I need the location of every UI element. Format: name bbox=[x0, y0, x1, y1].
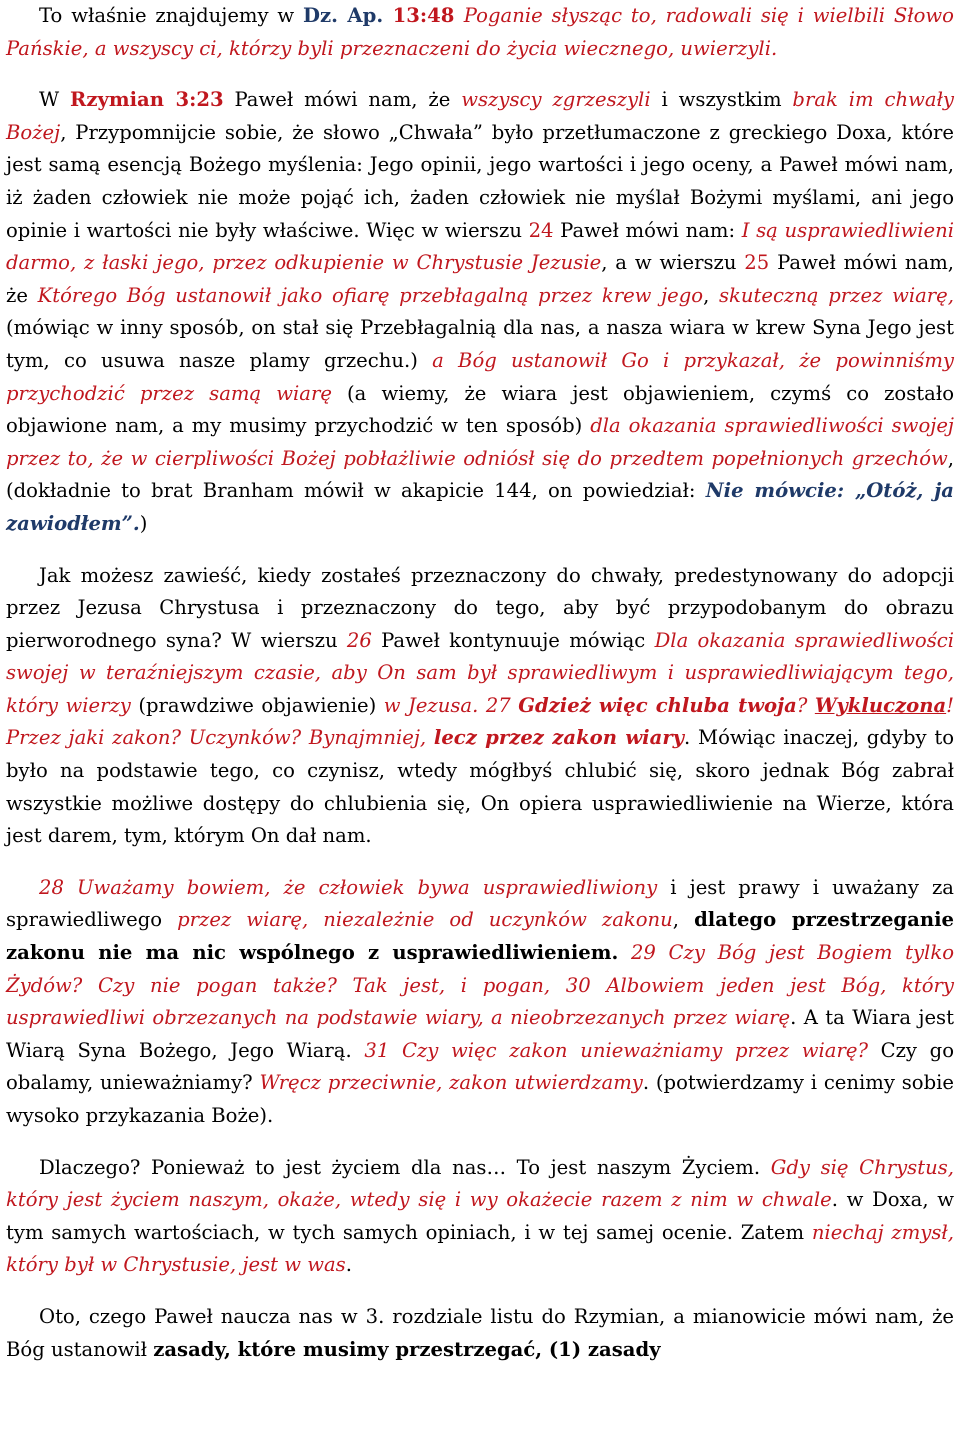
scripture-reference: Rzymian 3:23 bbox=[70, 88, 224, 112]
scripture-quote-underlined: Wykluczona bbox=[814, 693, 947, 717]
scripture-quote: brak im chwały Bożej bbox=[6, 88, 954, 144]
scripture-quote: 28 Uważamy bowiem, że człowiek bywa usprawiedliwiony bbox=[39, 875, 658, 899]
scripture-quote-bold: Gdzież więc chluba twoja bbox=[518, 693, 797, 717]
scripture-quote-bold: lecz przez zakon wiary bbox=[433, 726, 685, 750]
scripture-quote: Którego Bóg ustanowił jako ofiarę przebłagalną przez krew jego bbox=[37, 283, 704, 307]
paragraph-4: 28 Uważamy bowiem, że człowiek bywa usprawiedliwiony i jest prawy i uważany za sprawiedliwego przez wiarę, niezależnie od uczynków zakonu, dlatego przestrzeganie zakonu nie ma nic wspólnego z usprawiedliwieniem. 29 Czy Bóg jest Bogiem tylko Żydów? Czy nie pogan także? Tak jest, i pogan, 30 Albowiem jeden jest Bóg, który usprawiedliwi obrzezanych na podstawie wiary, a nieobrzezanych przez wiarę. A ta Wiara jest Wiarą Syna Bożego, Jego Wiarą. 31 Czy więc zakon unieważniamy przez wiarę? Czy go obalamy, unieważniamy? Wręcz przeciwnie, zakon utwierdzamy. (potwierdzamy i cenimy sobie wysoko przykazania Boże). bbox=[6, 875, 954, 1127]
scripture-quote: wszyscy zgrzeszyli bbox=[461, 88, 651, 112]
paragraph-2: W Rzymian 3:23 Paweł mówi nam, że wszyscy zgrzeszyli i wszystkim brak im chwały Bożej, Przypomnijcie sobie, że słowo „Chwała” było przetłumaczone z greckiego Doxa, które jest samą esencją Bożego myślenia: Jego opinii, jego wartości i jego oceny, a Paweł mówi nam, iż żaden człowiek nie może pojąć ich, żaden człowiek nie myślał Bożymi myślami, ani jego opinie i wartości nie były właściwe. Więc w wierszu 24 Paweł mówi nam: I są usprawiedliwieni darmo, z łaski jego, przez odkupienie w Chrystusie Jezusie, a w wierszu 25 Paweł mówi nam, że Którego Bóg ustanowił jako ofiarę przebłagalną przez krew jego, skuteczną przez wiarę, (mówiąc w inny sposób, on stał się Przebłagalnią dla nas, a nasza wiara w krew Syna Jego jest tym, co usuwa nasze plamy grzechu.) a Bóg ustanowił Go i przykazał, że powinniśmy przychodzić przez samą wiarę (a wiemy, że wiara jest objawieniem, czymś co zostało objawione nam, a my musimy przychodzić w ten sposób) dla okazania sprawiedliwości swojej przez to, że w cierpliwości Bożej pobłażliwie odniósł się do przedtem popełnionych grzechów, (dokładnie to brat Branham mówił w akapicie 144, on powiedział: Nie mówcie: „Otóż, ja zawiodłem”.) bbox=[6, 88, 955, 535]
verse-number: 26 bbox=[346, 628, 372, 652]
scripture-quote: Gdy się Chrystus, który jest życiem naszym, okaże, wtedy się i wy okażecie razem z nim w chwale bbox=[6, 1155, 954, 1212]
verse-number: 24 bbox=[528, 218, 554, 242]
branham-quote: Nie mówcie: „Otóż, ja zawiodłem”. bbox=[6, 479, 955, 535]
scripture-quote: Poganie słysząc to, radowali się i wielbili Słowo Pańskie, a wszyscy ci, którzy byli przeznaczeni do życia wiecznego, uwierzyli. bbox=[6, 4, 954, 60]
scripture-quote: a Bóg ustanowił Go i przykazał, że powinniśmy przychodzić przez samą wiarę bbox=[6, 348, 954, 405]
scripture-quote: 29 Czy Bóg jest Bogiem tylko Żydów? Czy nie pogan także? Tak jest, i pogan, 30 Albowiem jeden jest Bóg, który usprawiedliwi obrzezanych na podstawie wiary, a nieobrzezanych przez wiarę bbox=[6, 941, 954, 1030]
paragraph-1: To właśnie znajdujemy w Dz. Ap. 13:48 Poganie słysząc to, radowali się i wielbili Słowo Pańskie, a wszyscy ci, którzy byli przeznaczeni do życia wiecznego, uwierzyli. bbox=[6, 4, 954, 60]
scripture-quote: niechaj zmysł, który był w Chrystusie, jest w was bbox=[6, 1220, 955, 1277]
scripture-quote: Wręcz przeciwnie, zakon utwierdzamy bbox=[259, 1071, 643, 1095]
verse-number: 13:48 bbox=[383, 4, 464, 27]
emphasis-text: zasady, które musimy przestrzegać, (1) zasady bbox=[153, 1337, 661, 1361]
scripture-quote: Dla okazania sprawiedliwości swojej w teraźniejszym czasie, aby On sam był sprawiedliwym i usprawiedliwiającym tego, który wierzy bbox=[6, 628, 955, 717]
scripture-quote: 31 Czy więc zakon unieważniamy przez wiarę? bbox=[364, 1038, 868, 1062]
scripture-quote: dla okazania sprawiedliwości swojej przez to, że w cierpliwości Bożej pobłażliwie odniósł się do przedtem popełnionych grzechów bbox=[6, 414, 954, 470]
scripture-quote: I są usprawiedliwieni darmo, z łaski jego, przez odkupienie w Chrystusie Jezusie bbox=[6, 218, 955, 275]
emphasis-text: dlatego przestrzeganie zakonu nie ma nic wspólnego z usprawiedliwieniem. bbox=[6, 908, 954, 965]
scripture-quote: w Jezusa. 27 bbox=[383, 693, 519, 717]
scripture-quote: przez wiarę, niezależnie od uczynków zakonu bbox=[177, 908, 673, 932]
paragraph-5: Dlaczego? Ponieważ to jest życiem dla nas… To jest naszym Życiem. Gdy się Chrystus, który jest życiem naszym, okaże, wtedy się i wy okażecie razem z nim w chwale. w Doxa, w tym samych wartościach, w tych samych opiniach, i w tej samej ocenie. Zatem niechaj zmysł, który był w Chrystusie, jest w was. bbox=[6, 1155, 955, 1277]
verse-number: 25 bbox=[744, 251, 770, 275]
paragraph-3: Jak możesz zawieść, kiedy zostałeś przeznaczony do chwały, predestynowany do adopcji przez Jezusa Chrystusa i przeznaczony do tego, aby być przypodobanym do obrazu pierworodnego syna? W wierszu 26 Paweł kontynuuje mówiąc Dla okazania sprawiedliwości swojej w teraźniejszym czasie, aby On sam był sprawiedliwym i usprawiedliwiającym tego, który wierzy (prawdziwe objawienie) w Jezusa. 27 Gdzież więc chluba twoja? Wykluczona! Przez jaki zakon? Uczynków? Bynajmniej, lecz przez zakon wiary. Mówiąc inaczej, gdyby to było na podstawie tego, co czynisz, wtedy mógłbyś chlubić się, skoro jednak Bóg zabrał wszystkie możliwe dostępy do chlubienia się, On opiera usprawiedliwienie na Wierze, która jest darem, tym, którym On dał nam. bbox=[6, 563, 955, 848]
scripture-quote: skuteczną przez wiarę, bbox=[719, 283, 954, 307]
paragraph-6: Oto, czego Paweł naucza nas w 3. rozdziale listu do Rzymian, a mianowicie mówi nam, że Bóg ustanowił zasady, które musimy przestrzegać, (1) zasady bbox=[6, 1304, 954, 1361]
scripture-reference: Dz. Ap. bbox=[303, 4, 384, 27]
